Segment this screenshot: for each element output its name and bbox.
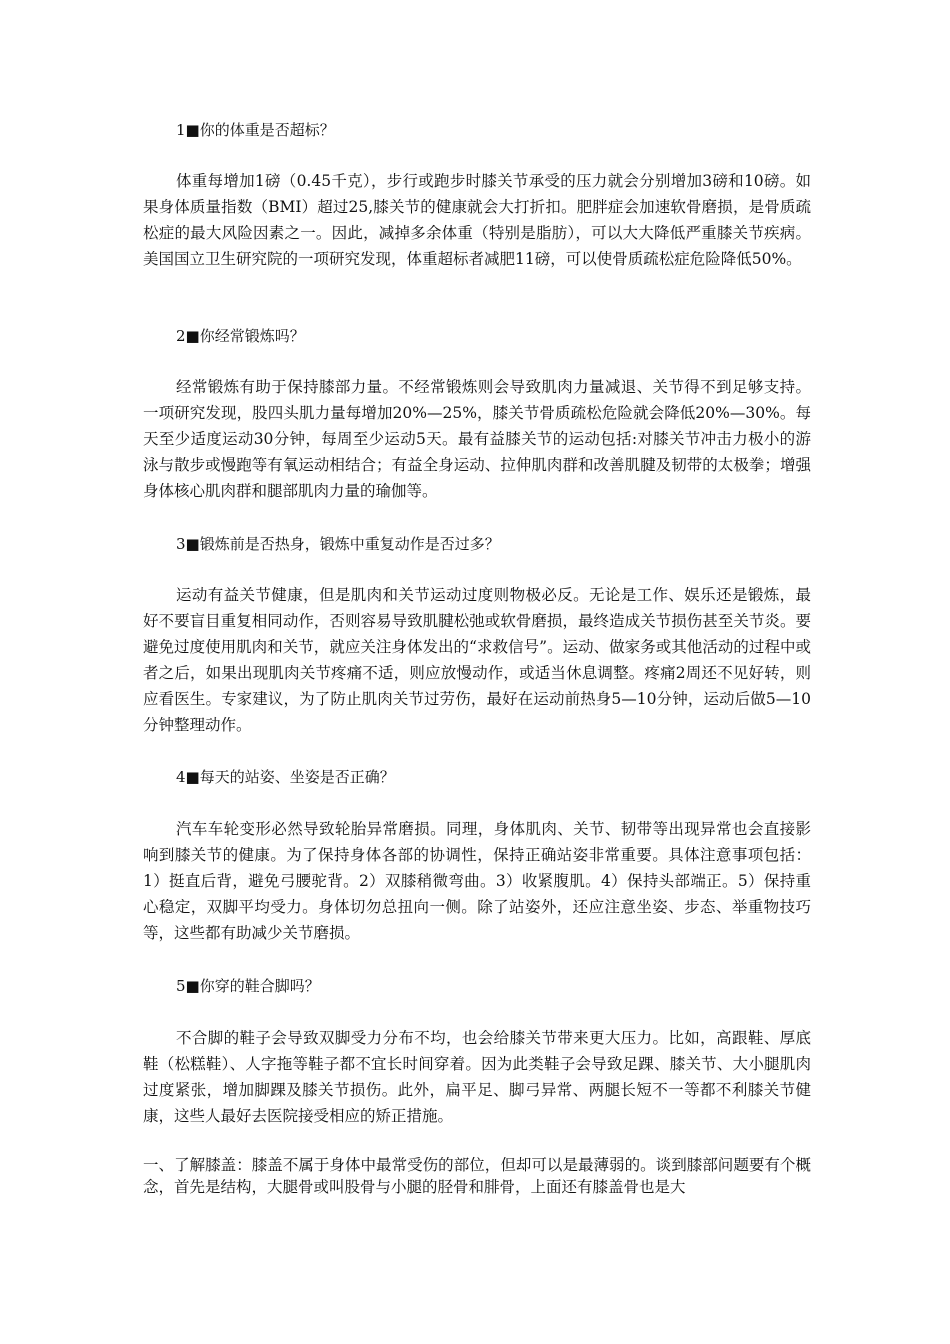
- section-2-body: 经常锻炼有助于保持膝部力量。不经常锻炼则会导致肌肉力量减退、关节得不到足够支持。一项研究发现，股四头肌力量每增加20%—25%，膝关节骨质疏松危险就会降低20%—30%。每天至少适度运动30分钟，每周至少运动5天。最有益膝关节的运动包括:对膝关节冲击力极小的游泳与散步或慢跑等有氧运动相结合；有益全身运动、拉伸肌肉群和改善肌腱及韧带的太极拳；增强身体核心肌肉群和腿部肌肉力量的瑜伽等。: [143, 378, 811, 500]
- closing-paragraph: 一、了解膝盖：膝盖不属于身体中最常受伤的部位，但却可以是最薄弱的。谈到膝部问题要有个概念，首先是结构，大腿骨或叫股骨与小腿的胫骨和腓骨，上面还有膝盖骨也是大: [143, 1156, 811, 1196]
- section-1-heading: 1■你的体重是否超标？: [176, 121, 335, 139]
- section-4-heading: 4■每天的站姿、坐姿是否正确？: [176, 768, 395, 786]
- section-1-body: 体重每增加1磅（0.45千克），步行或跑步时膝关节承受的压力就会分别增加3磅和10磅。如果身体质量指数（BMI）超过25,膝关节的健康就会大打折扣。肥胖症会加速软骨磨损，是骨质疏松症的最大风险因素之一。因此，减掉多余体重（特别是脂肪），可以大大降低严重膝关节疾病。美国国立卫生研究院的一项研究发现，体重超标者减肥11磅，可以使骨质疏松症危险降低50%。: [143, 172, 811, 268]
- section-5-heading: 5■你穿的鞋合脚吗？: [176, 977, 320, 995]
- section-2-heading: 2■你经常锻炼吗？: [176, 327, 305, 345]
- section-3-body: 运动有益关节健康，但是肌肉和关节运动过度则物极必反。无论是工作、娱乐还是锻炼，最好不要盲目重复相同动作，否则容易导致肌腱松弛或软骨磨损，最终造成关节损伤甚至关节炎。要避免过度使用肌肉和关节，就应关注身体发出的“求救信号”。运动、做家务或其他活动的过程中或者之后，如果出现肌肉关节疼痛不适，则应放慢动作，或适当休息调整。疼痛2周还不见好转，则应看医生。专家建议，为了防止肌肉关节过劳伤，最好在运动前热身5—10分钟，运动后做5—10分钟整理动作。: [143, 586, 811, 734]
- section-4-body: 汽车车轮变形必然导致轮胎异常磨损。同理，身体肌肉、关节、韧带等出现异常也会直接影响到膝关节的健康。为了保持身体各部的协调性，保持正确站姿非常重要。具体注意事项包括：1）挺直后背，避免弓腰驼背。2）双膝稍微弯曲。3）收紧腹肌。4）保持头部端正。5）保持重心稳定，双脚平均受力。身体切勿总扭向一侧。除了站姿外，还应注意坐姿、步态、举重物技巧等，这些都有助减少关节磨损。: [143, 820, 811, 942]
- section-5-body: 不合脚的鞋子会导致双脚受力分布不均，也会给膝关节带来更大压力。比如，高跟鞋、厚底鞋（松糕鞋）、人字拖等鞋子都不宜长时间穿着。因为此类鞋子会导致足踝、膝关节、大小腿肌肉过度紧张，增加脚踝及膝关节损伤。此外，扁平足、脚弓异常、两腿长短不一等都不利膝关节健康，这些人最好去医院接受相应的矫正措施。: [143, 1029, 811, 1125]
- section-3-heading: 3■锻炼前是否热身，锻炼中重复动作是否过多？: [176, 535, 500, 553]
